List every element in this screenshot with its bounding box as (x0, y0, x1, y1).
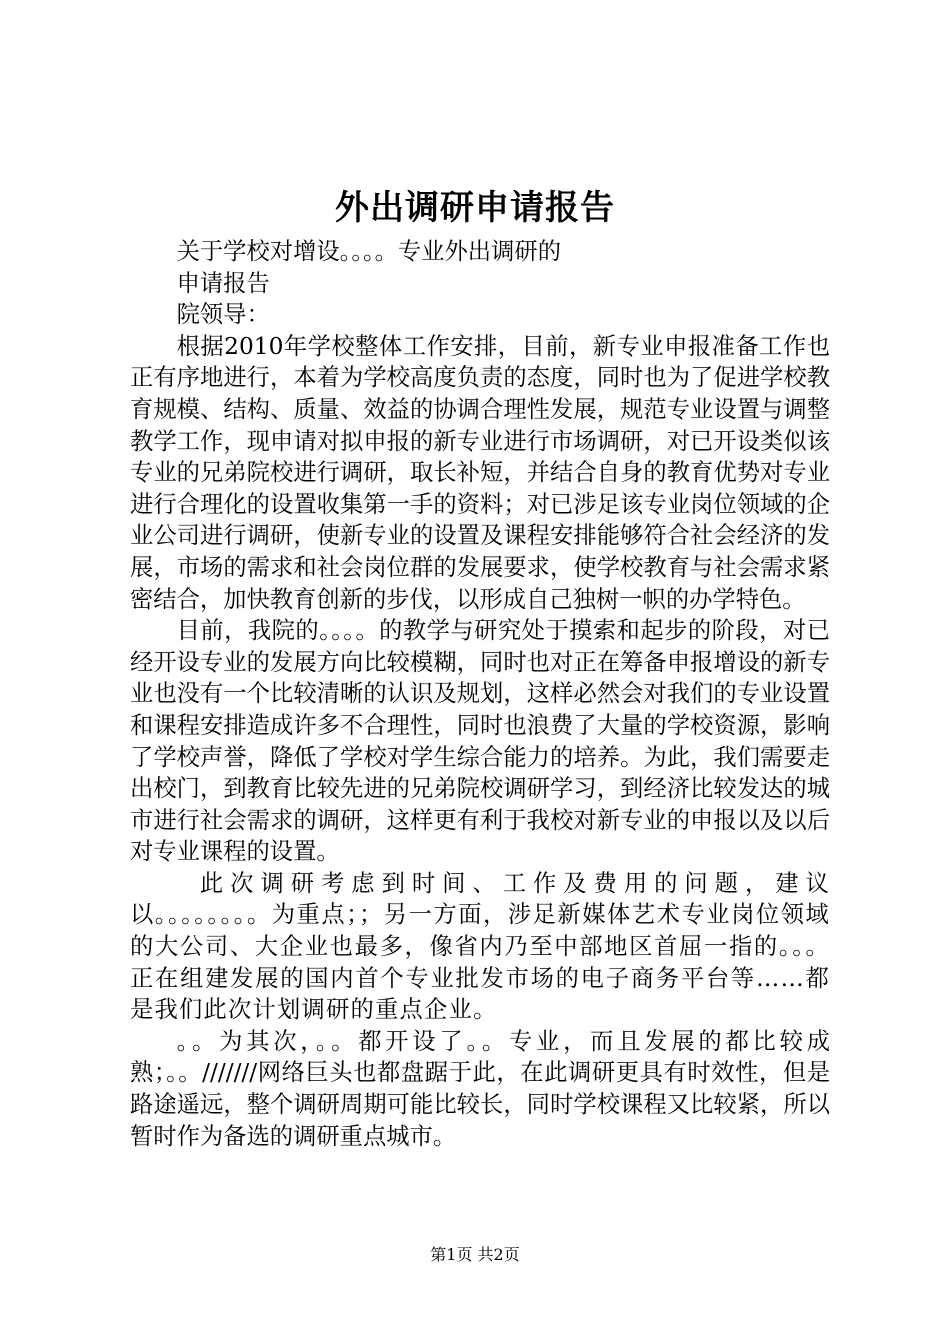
paragraph-2: 目前，我院的。。。。的教学与研究处于摸索和起步的阶段，对已经开设专业的发展方向比较模糊，同时也对正在筹备申报增设的新专业也没有一个比较清晰的认识及规划，这样必然会对我们的专业设置和课程安排造成许多不合理性，同时也浪费了大量的学校资源，影响了学校声誉，降低了学校对学生综合能力的培养。为此，我们需要走出校门，到教育比较先进的兄弟院校调研学习，到经济比较发达的城市进行社会需求的调研，这样更有利于我校对新专业的申报以及以后对专业课程的设置。 (130, 617, 830, 866)
document-body (130, 236, 830, 1152)
salutation: 院领导： (176, 301, 270, 329)
document-title: 外出调研申请报告 (335, 188, 615, 228)
paragraph-1: 根据2010年学校整体工作安排，目前，新专业申报准备工作也正有序地进行，本着为学校高度负责的态度，同时也为了促进学校教育规模、结构、质量、效益的协调合理性发展，规范专业设置与调整教学工作，现申请对拟申报的新专业进行市场调研，对已开设类似该专业的兄弟院校进行调研，取长补短，并结合自身的教育优势对专业进行合理化的设置收集第一手的资料；对已涉足该专业岗位领域的企业公司进行调研，使新专业的设置及课程安排能够符合社会经济的发展，市场的需求和社会岗位群的发展要求，使学校教育与社会需求紧密结合，加快教育创新的步伐，以形成自己独树一帜的办学特色。 (130, 332, 830, 613)
subject-line-continued: 申请报告 (176, 269, 270, 297)
subject-line: 关于学校对增设。。。。专业外出调研的 (176, 238, 561, 265)
page-footer: 第1页 共2页 (430, 1245, 520, 1264)
paragraph-4: 。。为其次，。。都开设了。。专业，而且发展的都比较成熟；。。///////网络巨头也都盘踞于此，在此调研更具有时效性，但是路途遥远，整个调研周期可能比较长，同时学校课程又比较紧，所以暂时作为备选的调研重点城市。 (130, 1027, 830, 1150)
paragraph-3: 此次调研考虑到时间、工作及费用的问题，建议以。。。。。。。。为重点；；另一方面，涉足新媒体艺术专业岗位领域的大公司、大企业也最多，像省内乃至中部地区首屈一指的。。。正在组建发展的国内首个专业批发市场的电子商务平台等……都是我们此次计划调研的重点企业。 (130, 869, 830, 1024)
